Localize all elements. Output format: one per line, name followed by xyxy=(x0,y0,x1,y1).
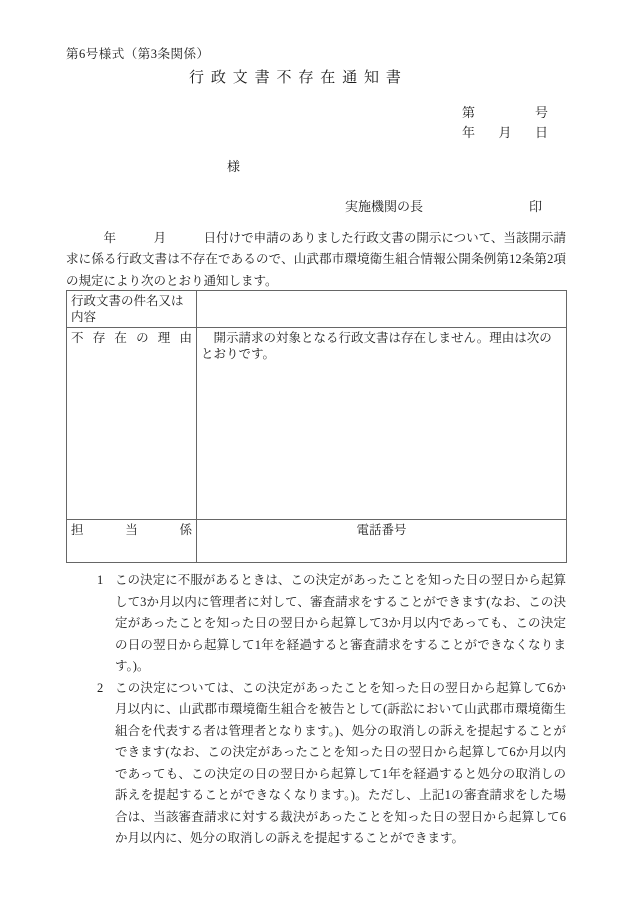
note-number: 1 xyxy=(97,573,104,587)
date-day-label: 日 xyxy=(534,125,548,140)
form-table xyxy=(66,290,567,563)
phone-label: 電話番号 xyxy=(356,523,407,537)
subject-label: 行政文書の件名又は内容 xyxy=(67,291,197,328)
reason-label: 不 存 在 の 理 由 xyxy=(67,328,197,520)
date-year-label: 年 xyxy=(462,125,476,140)
contact-row xyxy=(67,520,567,563)
reason-row xyxy=(67,328,567,520)
seal-mark: 印 xyxy=(529,199,543,214)
document-number-line xyxy=(462,102,548,121)
note-item-2 xyxy=(97,678,566,850)
note-text: この決定に不服があるときは、この決定があったことを知った日の翌日から起算して3か月以内に管理者に対して、審査請求をすることができます(なお、この決定があったことを知った日の翌日から起算して3か月以内であっても、この決定の日の翌日から起算して1年を経過すると審査請求をすることができなくなります。)。 xyxy=(115,573,566,673)
issuer-title: 実施機関の長 xyxy=(345,199,424,214)
subject-row xyxy=(67,291,567,328)
note-item-1 xyxy=(97,570,566,678)
form-number: 第6号様式（第3条関係） xyxy=(66,47,210,61)
date-month-label: 月 xyxy=(498,125,512,140)
note-text: この決定については、この決定があったことを知った日の翌日から起算して6か月以内に、山武郡市環境衛生組合を被告として(訴訟において山武郡市環境衛生組合を代表する者は管理者となります。)、処分の取消しの訴えを提起することができます(なお、この決定があったことを知った日の翌日から起算して6か月以内であっても、この決定の日の翌日から起算して1年を経過すると処分の取消しの訴えを提起することができなくなります。)。ただし、上記1の審査請求をした場合は、当該審査請求に対する裁決があったことを知った日の翌日から起算して6か月以内に、処分の取消しの訴えを提起することができます。 xyxy=(115,680,566,845)
contact-value xyxy=(197,520,567,563)
reason-value: 開示請求の対象となる行政文書は存在しません。理由は次のとおりです。 xyxy=(197,328,567,520)
date-line xyxy=(462,122,548,141)
notification-paragraph: 年 月 日付けで申請のありました行政文書の開示について、当該開示請求に係る行政文書は不存在であるので、山武郡市環境衛生組合情報公開条例第12条第2項の規定により次のとおり通知します。 xyxy=(66,231,566,288)
note-number: 2 xyxy=(97,680,104,695)
notes-section xyxy=(97,570,566,850)
doc-number-suffix: 号 xyxy=(534,105,548,120)
addressee-honorific: 様 xyxy=(227,159,241,174)
document-title: 行 政 文 書 不 存 在 通 知 書 xyxy=(189,70,401,86)
doc-number-prefix: 第 xyxy=(462,105,476,120)
subject-value xyxy=(197,291,567,328)
contact-label: 担 当 係 xyxy=(67,520,197,563)
